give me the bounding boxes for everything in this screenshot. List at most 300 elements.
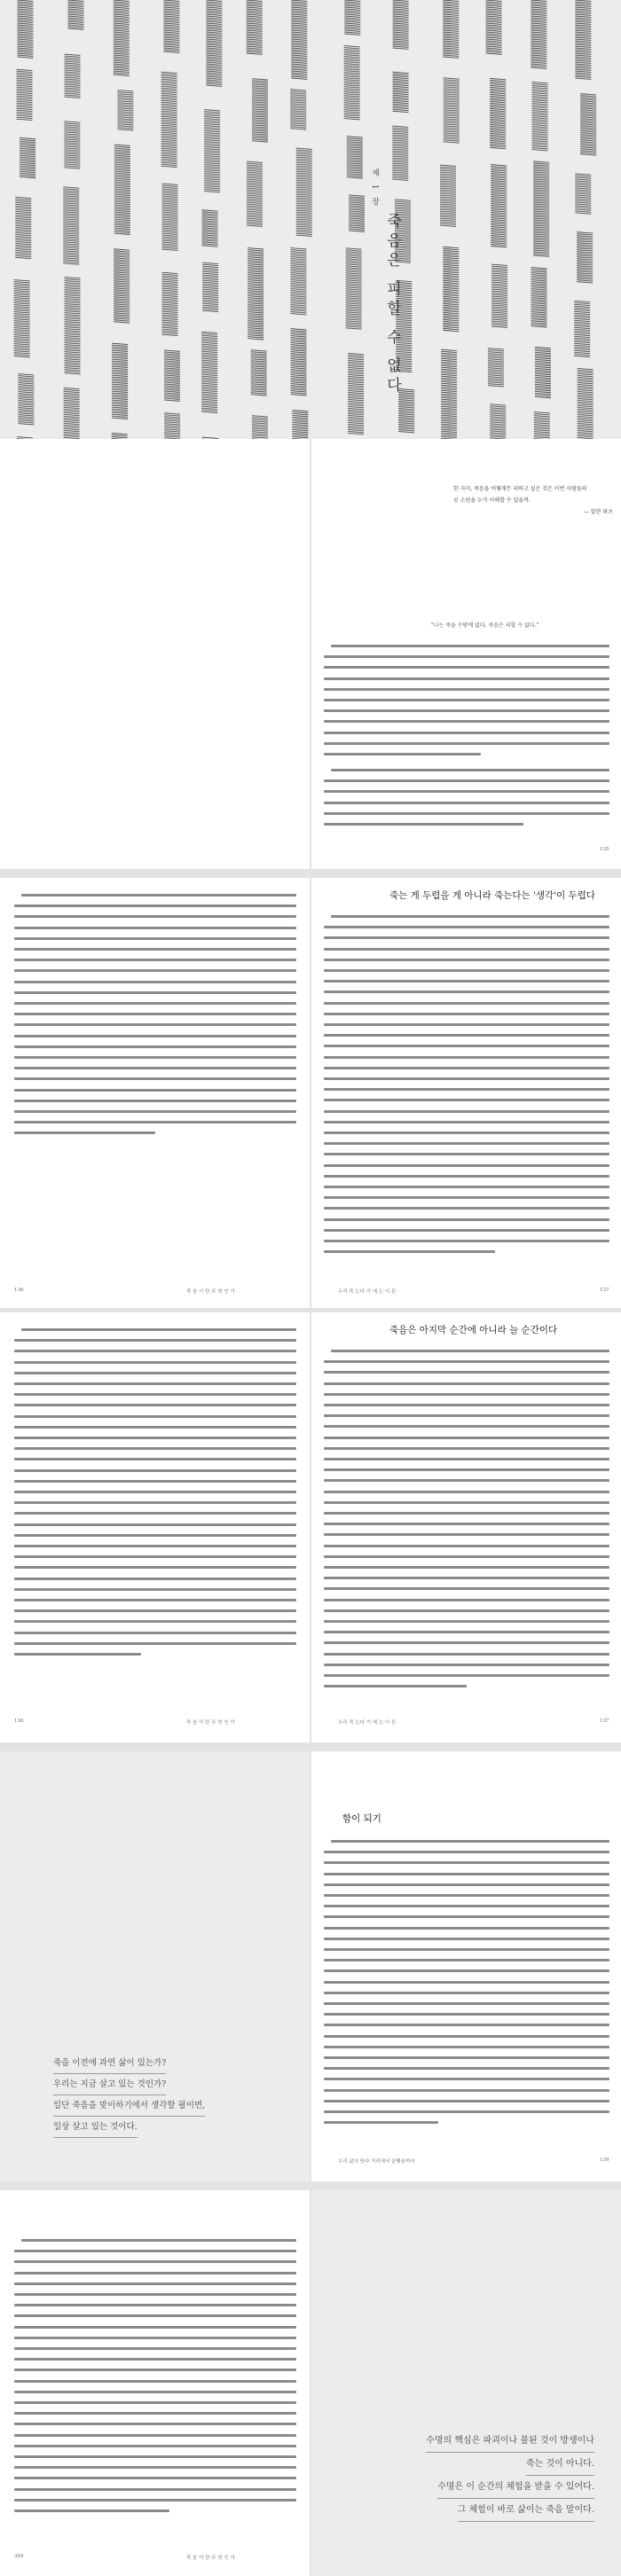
- chapter-title: 죽음은 피할 수 없다: [383, 213, 401, 397]
- text-line: [14, 1566, 296, 1569]
- stripe-segment: [291, 329, 307, 395]
- text-line: [14, 1110, 296, 1113]
- stripe-segment: [201, 332, 217, 412]
- stripe-segment: [580, 94, 596, 155]
- stripe-segment: [532, 82, 548, 151]
- stripe-segment: [164, 413, 180, 439]
- page-left: [0, 878, 310, 1308]
- text-line: [14, 1121, 296, 1124]
- text-line: [14, 1555, 296, 1558]
- text-line: [14, 1545, 296, 1547]
- stripe-segment: [64, 388, 80, 439]
- page-left: [0, 2190, 310, 2576]
- text-line: [324, 2100, 609, 2102]
- text-line: [14, 969, 296, 972]
- text-line: [324, 936, 609, 939]
- stripe-segment: [531, 268, 546, 327]
- stripe-segment: [393, 72, 409, 112]
- text-line: [324, 1555, 609, 1558]
- text-line: [324, 1186, 609, 1188]
- text-line: [14, 991, 296, 994]
- text-line: [14, 1089, 296, 1092]
- text-line: [14, 2509, 169, 2512]
- stripe-segment: [291, 0, 307, 79]
- page-right: [311, 1312, 621, 1742]
- text-line: [14, 2282, 296, 2285]
- stripe-segment: [64, 121, 80, 168]
- epigraph-line: 공 소원을 누가 이해할 수 있을까.: [453, 497, 531, 504]
- text-line: [331, 645, 609, 647]
- stripe-segment: [490, 404, 506, 439]
- text-line: [14, 1501, 296, 1504]
- stripe-segment: [17, 69, 33, 120]
- spread-3: [0, 1312, 621, 1742]
- stripe-segment: [296, 148, 312, 236]
- text-line: [14, 927, 296, 929]
- stripe-segment: [202, 262, 218, 311]
- running-head: 죽 음 이 란 무 엇 인 가: [186, 2556, 235, 2561]
- text-line: [14, 1588, 296, 1591]
- text-line: [14, 1131, 155, 1134]
- text-line: [14, 1393, 296, 1396]
- text-line: [324, 2013, 609, 2016]
- stripe-segment: [491, 164, 507, 247]
- text-line: [14, 1642, 296, 1645]
- chapter-label: 제 1 장: [370, 168, 379, 208]
- text-line: [14, 1002, 296, 1005]
- text-line: [324, 1915, 609, 1918]
- section-heading: 함이 되기: [342, 1813, 381, 1824]
- stripe-segment: [344, 0, 360, 35]
- text-line: [324, 1382, 609, 1385]
- stripe-segment: [117, 90, 133, 130]
- text-line: [14, 1023, 296, 1026]
- stripe-segment: [344, 46, 360, 120]
- stripe-segment: [112, 433, 128, 439]
- text-line: [324, 1250, 495, 1253]
- stripe-segment: [535, 347, 551, 397]
- chapter-cover: [0, 0, 621, 439]
- text-line: [14, 2423, 296, 2425]
- stripe-segment: [441, 349, 457, 439]
- text-line: [324, 969, 609, 972]
- stripe-segment: [251, 350, 267, 395]
- text-line: [14, 2347, 296, 2350]
- stripe-segment: [347, 137, 363, 178]
- text-line: [324, 1653, 609, 1656]
- stripe-segment: [63, 187, 79, 264]
- page-number: 137: [600, 1288, 609, 1293]
- sidebar-quote: [53, 2053, 205, 2138]
- text-line: [324, 709, 609, 712]
- text-line: [324, 1229, 609, 1232]
- stripe-segment: [490, 78, 506, 148]
- text-line: [14, 1426, 296, 1429]
- stripe-segment: [486, 0, 502, 54]
- text-line: [14, 1447, 296, 1450]
- text-line: [324, 1207, 609, 1210]
- spread-5: [0, 2190, 621, 2576]
- text-line: [324, 1131, 609, 1134]
- text-line: [14, 1620, 296, 1623]
- text-line: [324, 1468, 609, 1471]
- stripe-segment: [20, 137, 35, 177]
- text-line: [324, 699, 609, 701]
- text-line: [324, 1077, 609, 1080]
- text-line: [324, 1002, 609, 1005]
- text-line: [324, 2067, 609, 2070]
- text-line: [324, 1587, 609, 1590]
- text-line: [324, 823, 523, 826]
- text-line: [324, 1218, 609, 1221]
- text-line: [324, 1959, 609, 1961]
- spread-4: [0, 1751, 621, 2181]
- stripe-segment: [440, 165, 456, 226]
- text-line: [324, 1905, 609, 1907]
- text-line: [14, 904, 296, 907]
- text-line: [14, 1458, 296, 1460]
- page-number: 137: [600, 1719, 609, 1724]
- text-line: [324, 1609, 609, 1612]
- stripe-segment: [162, 272, 178, 335]
- text-line: [324, 1088, 609, 1091]
- text-line: [324, 2002, 609, 2005]
- text-line: [331, 1840, 609, 1843]
- text-line: [14, 1480, 296, 1483]
- text-line: [324, 2089, 609, 2092]
- text-line: [324, 1034, 609, 1037]
- text-line: [14, 2445, 296, 2447]
- text-line: [14, 1013, 296, 1015]
- text-line: [14, 1469, 296, 1472]
- text-line: [14, 1404, 296, 1406]
- text-line: [14, 1382, 296, 1385]
- text-line: [324, 1491, 609, 1493]
- text-line: [14, 1609, 296, 1612]
- text-line: [324, 1142, 609, 1145]
- text-line: [14, 1056, 296, 1059]
- text-line: [14, 2314, 296, 2317]
- text-line: [14, 1491, 296, 1493]
- stripe-segment: [164, 350, 180, 401]
- page-right: [311, 2190, 621, 2576]
- stripe-segment: [65, 278, 81, 374]
- text-line: [14, 1067, 296, 1069]
- sidebar-line: 그 체험이 바로 삶이는 죽음 말이다.: [458, 2499, 594, 2522]
- text-line: [324, 666, 609, 669]
- page-left: [0, 1312, 310, 1742]
- text-line: [324, 1425, 609, 1428]
- running-head: 우리 죽 는다 기 에 는 이 른: [338, 1289, 397, 1295]
- text-line: [14, 1350, 296, 1352]
- text-line: [324, 1393, 609, 1396]
- epigraph-line: 한 자지, 죽음을 어떻게든 피하고 싶은 것은 이번 사람들의: [453, 486, 587, 492]
- text-line: [324, 1045, 609, 1047]
- text-line: [324, 1894, 609, 1897]
- text-line: [14, 2304, 296, 2306]
- text-line: [324, 1631, 609, 1633]
- text-line: [324, 1240, 609, 1242]
- text-line: [14, 1372, 296, 1374]
- text-line: [14, 2369, 296, 2371]
- text-line: [324, 1566, 609, 1569]
- text-line: [324, 742, 609, 745]
- sidebar-line: 일단 죽음을 맞이하기에서 생각할 필이면,: [53, 2095, 205, 2117]
- stripe-segment: [202, 210, 218, 247]
- text-line: [324, 980, 609, 983]
- text-line: [324, 1153, 609, 1155]
- text-line: [324, 1577, 609, 1579]
- text-line: [14, 959, 296, 961]
- text-line: [324, 1013, 609, 1015]
- text-line: [324, 1927, 609, 1930]
- text-line: [324, 1523, 609, 1525]
- stripe-segment: [444, 78, 460, 143]
- sidebar-line: 죽는 것이 아니다.: [526, 2453, 594, 2476]
- text-line: [14, 2250, 296, 2252]
- stripe-segment: [252, 79, 268, 142]
- text-line: [324, 1110, 609, 1113]
- text-line: [324, 959, 609, 961]
- text-line: [324, 802, 609, 804]
- text-line: [324, 2056, 609, 2059]
- stripe-segment: [575, 0, 591, 79]
- stripe-segment: [575, 174, 591, 214]
- text-line: [324, 1883, 609, 1886]
- sidebar-line: 우리는 지금 살고 있는 것인가?: [53, 2074, 166, 2095]
- text-line: [324, 1851, 609, 1853]
- stripe-segment: [290, 248, 306, 315]
- text-line: [14, 1437, 296, 1439]
- text-line: [14, 1578, 296, 1580]
- pull-quote: "나는 죽을 수밖에 없다. 죽음은 피할 수 없다.": [431, 622, 539, 629]
- text-line: [324, 1067, 609, 1069]
- text-line: [324, 1501, 609, 1504]
- stripe-segment: [14, 280, 30, 357]
- text-line: [14, 2358, 296, 2361]
- page-right: [311, 878, 621, 1308]
- section-heading: 죽음은 아지막 순간에 아니라 늘 순간이다: [389, 1325, 558, 1335]
- text-line: [324, 1599, 609, 1601]
- text-line: [324, 1533, 609, 1536]
- text-line: [324, 688, 609, 691]
- text-line: [324, 1685, 467, 1687]
- stripe-segment: [247, 0, 263, 54]
- text-line: [324, 1164, 609, 1167]
- text-line: [14, 2337, 296, 2339]
- section-heading: 죽는 게 두렵을 게 아니라 죽는다는 '생각'이 두렵다: [389, 890, 595, 901]
- text-line: [324, 2110, 609, 2113]
- text-line: [324, 1099, 609, 1101]
- stripe-segment: [392, 126, 408, 180]
- page-right: [311, 439, 621, 869]
- epigraph-author: — 알란 와츠: [584, 509, 613, 515]
- text-line: [324, 2121, 438, 2124]
- text-line: [14, 1035, 296, 1037]
- stripe-segment: [17, 0, 33, 58]
- text-line: [324, 790, 609, 793]
- text-line: [324, 1620, 609, 1623]
- text-line: [324, 1664, 609, 1666]
- stripe-segment: [204, 110, 220, 192]
- text-line: [324, 753, 481, 756]
- text-line: [324, 1447, 609, 1450]
- page-right: [311, 1751, 621, 2181]
- text-line: [324, 1056, 609, 1059]
- text-line: [324, 990, 609, 993]
- text-line: [14, 1653, 141, 1656]
- text-line: [331, 915, 609, 918]
- text-line: [14, 1415, 296, 1418]
- sidebar-line: 일상 살고 있는 것이다.: [53, 2117, 138, 2138]
- cover-stripe-pattern: [0, 0, 621, 439]
- stripe-segment: [488, 348, 504, 387]
- page-number: 139: [600, 2157, 609, 2163]
- text-line: [14, 2326, 296, 2329]
- text-line: [14, 1100, 296, 1102]
- stripe-segment: [68, 0, 84, 29]
- text-line: [324, 720, 609, 723]
- stripe-segment: [393, 0, 409, 49]
- text-line: [324, 1437, 609, 1439]
- sidebar-line: 수명은 이 순간의 체험을 받을 수 있어다.: [437, 2476, 594, 2499]
- text-line: [324, 1948, 609, 1951]
- text-line: [324, 1479, 609, 1482]
- text-line: [324, 2024, 609, 2026]
- text-line: [21, 2239, 296, 2242]
- spread-1: [0, 439, 621, 869]
- text-line: [324, 1873, 609, 1875]
- text-line: [324, 812, 609, 815]
- page-number: 136: [14, 1719, 24, 1724]
- stripe-segment: [206, 0, 222, 86]
- text-line: [324, 948, 609, 951]
- text-line: [21, 894, 296, 897]
- stripe-segment: [534, 412, 550, 439]
- text-line: [14, 2293, 296, 2296]
- stripe-segment: [533, 161, 549, 256]
- text-line: [14, 2434, 296, 2437]
- page-number: 136: [14, 1288, 24, 1293]
- text-line: [324, 779, 609, 782]
- stripe-segment: [18, 374, 34, 425]
- text-line: [14, 1632, 296, 1634]
- text-line: [324, 1512, 609, 1515]
- text-line: [21, 1328, 296, 1331]
- text-line: [324, 2078, 609, 2080]
- text-line: [331, 1350, 609, 1352]
- text-line: [14, 1339, 296, 1342]
- text-line: [324, 1414, 609, 1417]
- text-line: [324, 1023, 609, 1026]
- sidebar-quote: [426, 2430, 594, 2522]
- text-line: [14, 2488, 296, 2491]
- text-line: [14, 2499, 296, 2502]
- text-line: [324, 1969, 609, 1972]
- stripe-segment: [114, 249, 130, 323]
- text-line: [324, 1458, 609, 1460]
- text-line: [14, 1045, 296, 1048]
- sidebar-line: 죽을 이전에 과연 삶이 있는가?: [53, 2053, 166, 2074]
- stripe-segment: [578, 368, 593, 439]
- text-line: [14, 948, 296, 951]
- stripe-segment: [65, 54, 81, 98]
- page-number: 135: [600, 847, 609, 852]
- text-line: [14, 1512, 296, 1515]
- sidebar-line: 수명의 핵심은 파괴이나 불된 것이 방생이나: [426, 2430, 594, 2453]
- text-line: [14, 2272, 296, 2275]
- stripe-segment: [112, 343, 128, 419]
- text-line: [14, 1599, 296, 1601]
- spread-2: [0, 878, 621, 1308]
- text-line: [14, 937, 296, 940]
- text-line: [14, 2260, 296, 2263]
- running-head: 죽 음 이 란 무 엇 인 가: [186, 1720, 235, 1726]
- text-line: [324, 1404, 609, 1406]
- text-line: [324, 2046, 609, 2048]
- stripe-segment: [443, 247, 459, 331]
- text-line: [14, 1523, 296, 1526]
- page-left: [0, 1751, 310, 2181]
- stripe-segment: [531, 0, 546, 68]
- text-line: [14, 1361, 296, 1364]
- running-head: 우리 죽 는다 기 에 는 이 른: [338, 1720, 397, 1726]
- stripe-segment: [252, 416, 268, 439]
- epigraph: [453, 483, 613, 518]
- text-line: [324, 2035, 609, 2038]
- text-line: [14, 2466, 296, 2469]
- text-line: [324, 1861, 609, 1864]
- text-line: [324, 1175, 609, 1178]
- text-line: [324, 1641, 609, 1644]
- text-line: [14, 2477, 296, 2479]
- stripe-segment: [161, 72, 177, 167]
- stripe-segment: [491, 264, 507, 327]
- stripe-segment: [574, 301, 590, 356]
- stripe-segment: [247, 161, 263, 226]
- page-number: 384: [14, 2554, 24, 2559]
- running-head: 죽 음 이 란 무 엇 인 가: [186, 1289, 235, 1295]
- stripe-segment: [114, 145, 130, 234]
- text-line: [324, 732, 609, 734]
- text-line: [14, 1077, 296, 1080]
- stripe-segment: [290, 90, 306, 129]
- running-head: 우리 삶의 뜻다 거리에서 끝맺음까지: [338, 2159, 415, 2165]
- text-line: [324, 655, 609, 658]
- text-line: [14, 2401, 296, 2404]
- text-line: [324, 926, 609, 928]
- stripe-segment: [162, 184, 178, 250]
- text-line: [324, 677, 609, 680]
- stripe-segment: [15, 197, 31, 258]
- stripe-segment: [443, 0, 459, 58]
- text-line: [324, 1196, 609, 1199]
- stripe-segment: [114, 0, 130, 75]
- page-left: [0, 439, 310, 869]
- text-line: [14, 2412, 296, 2415]
- text-line: [324, 1545, 609, 1547]
- text-line: [14, 981, 296, 983]
- text-line: [324, 1121, 609, 1124]
- stripe-segment: [577, 232, 593, 283]
- text-line: [14, 1534, 296, 1537]
- text-line: [14, 2380, 296, 2383]
- text-line: [324, 1360, 609, 1363]
- text-line: [331, 769, 609, 771]
- stripe-segment: [163, 0, 179, 52]
- text-line: [324, 1674, 609, 1677]
- text-line: [14, 2455, 296, 2458]
